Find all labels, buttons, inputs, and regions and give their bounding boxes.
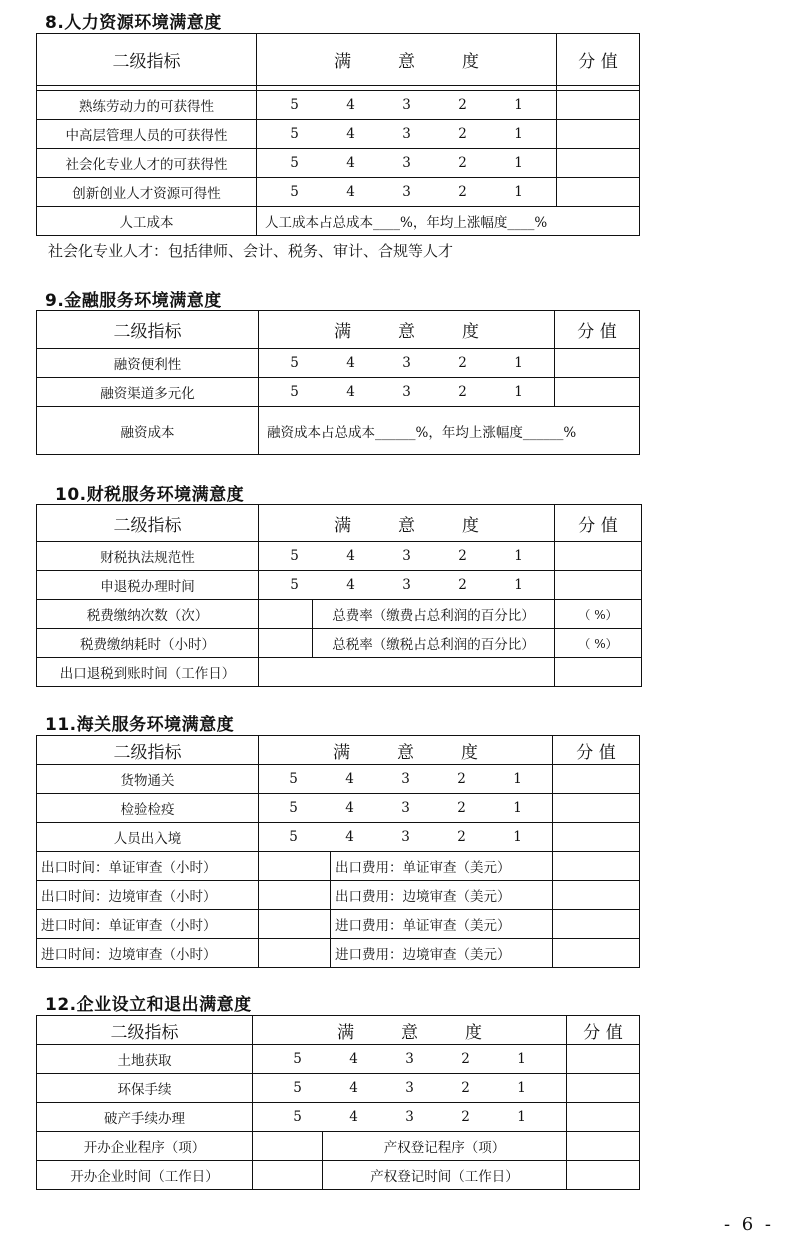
score-header: 分 值 <box>555 311 640 349</box>
rating-scale[interactable]: 5 4 3 2 1 <box>259 349 555 378</box>
score-header: 分 值 <box>555 505 642 542</box>
percent-input[interactable]: （ %） <box>555 629 642 658</box>
indicator-label: 破产手续办理 <box>37 1103 253 1132</box>
metric-label: 产权登记程序（项） <box>323 1132 567 1161</box>
score-cell[interactable] <box>557 149 640 178</box>
section-title: 10.财税服务环境满意度 <box>55 485 245 505</box>
metric-label: 进口时间：边境审查（小时） <box>37 939 259 968</box>
score-cell[interactable] <box>567 1045 640 1074</box>
indicator-label: 社会化专业人才的可获得性 <box>37 149 257 178</box>
cost-label: 融资成本 <box>37 407 259 455</box>
indicator-header: 二级指标 <box>37 505 259 542</box>
satisfaction-header: 满 意 度 <box>259 736 553 765</box>
indicator-header: 二级指标 <box>37 1016 253 1045</box>
metric-input[interactable] <box>553 881 640 910</box>
indicator-label: 熟练劳动力的可获得性 <box>37 91 257 120</box>
metric-input[interactable] <box>553 910 640 939</box>
indicator-label: 创新创业人才资源可得性 <box>37 178 257 207</box>
satisfaction-header: 满 意 度 <box>259 311 555 349</box>
indicator-label: 检验检疫 <box>37 794 259 823</box>
metric-label: 出口时间：单证审查（小时） <box>37 852 259 881</box>
metric-input[interactable] <box>259 852 331 881</box>
metric-label: 总费率（缴费占总利润的百分比） <box>313 600 555 629</box>
metric-label: 开办企业程序（项） <box>37 1132 253 1161</box>
metric-input[interactable] <box>259 629 313 658</box>
section-title: 12.企业设立和退出满意度 <box>45 995 252 1015</box>
page-number: - 6 - <box>723 1214 774 1235</box>
score-cell[interactable] <box>567 1103 640 1132</box>
metric-input[interactable] <box>259 881 331 910</box>
indicator-label: 财税执法规范性 <box>37 542 259 571</box>
metric-label: 总税率（缴税占总利润的百分比） <box>313 629 555 658</box>
indicator-label: 申退税办理时间 <box>37 571 259 600</box>
survey-table <box>36 735 640 968</box>
indicator-label: 土地获取 <box>37 1045 253 1074</box>
score-cell[interactable] <box>557 91 640 120</box>
rating-scale[interactable]: 5 4 3 2 1 <box>257 178 557 207</box>
rating-scale[interactable]: 5 4 3 2 1 <box>259 378 555 407</box>
section-title: 8.人力资源环境满意度 <box>45 13 222 33</box>
indicator-label: 中高层管理人员的可获得性 <box>37 120 257 149</box>
metric-label: 出口退税到账时间（工作日） <box>37 658 259 687</box>
score-header: 分 值 <box>553 736 640 765</box>
metric-input[interactable] <box>553 852 640 881</box>
indicator-label: 融资渠道多元化 <box>37 378 259 407</box>
footnote: 社会化专业人才：包括律师、会计、税务、审计、合规等人才 <box>48 242 454 260</box>
score-cell[interactable] <box>555 349 640 378</box>
indicator-label: 环保手续 <box>37 1074 253 1103</box>
indicator-header: 二级指标 <box>37 736 259 765</box>
survey-table <box>36 33 640 236</box>
metric-label: 税费缴纳耗时（小时） <box>37 629 259 658</box>
rating-scale[interactable]: 5 4 3 2 1 <box>253 1074 567 1103</box>
metric-label: 出口时间：边境审查（小时） <box>37 881 259 910</box>
metric-input[interactable] <box>259 910 331 939</box>
metric-input[interactable] <box>259 658 555 687</box>
metric-label: 产权登记时间（工作日） <box>323 1161 567 1190</box>
survey-table <box>36 1015 640 1190</box>
score-cell[interactable] <box>555 542 642 571</box>
cost-input[interactable]: 人工成本占总成本____%，年均上涨幅度____% <box>257 207 640 236</box>
indicator-label: 货物通关 <box>37 765 259 794</box>
satisfaction-header: 满 意 度 <box>253 1016 567 1045</box>
rating-scale[interactable]: 5 4 3 2 1 <box>259 542 555 571</box>
metric-label: 出口费用：单证审查（美元） <box>331 852 553 881</box>
rating-scale[interactable]: 5 4 3 2 1 <box>257 120 557 149</box>
rating-scale[interactable]: 5 4 3 2 1 <box>257 91 557 120</box>
survey-table <box>36 310 640 455</box>
indicator-header: 二级指标 <box>37 34 257 86</box>
survey-table <box>36 504 642 687</box>
score-header: 分 值 <box>557 34 640 86</box>
score-cell[interactable] <box>555 571 642 600</box>
score-cell[interactable] <box>553 823 640 852</box>
metric-input[interactable] <box>567 1132 640 1161</box>
metric-label: 开办企业时间（工作日） <box>37 1161 253 1190</box>
score-cell[interactable] <box>555 378 640 407</box>
section-title: 9.金融服务环境满意度 <box>45 291 222 311</box>
section-title: 11.海关服务环境满意度 <box>45 715 235 735</box>
indicator-label: 人员出入境 <box>37 823 259 852</box>
metric-label: 进口时间：单证审查（小时） <box>37 910 259 939</box>
percent-input[interactable]: （ %） <box>555 600 642 629</box>
satisfaction-header: 满 意 度 <box>259 505 555 542</box>
metric-input[interactable] <box>259 600 313 629</box>
score-cell[interactable] <box>553 765 640 794</box>
score-cell[interactable] <box>553 794 640 823</box>
rating-scale[interactable]: 5 4 3 2 1 <box>253 1103 567 1132</box>
indicator-header: 二级指标 <box>37 311 259 349</box>
cost-input[interactable]: 融资成本占总成本______%，年均上涨幅度______% <box>259 407 640 455</box>
rating-scale[interactable]: 5 4 3 2 1 <box>259 794 553 823</box>
rating-scale[interactable]: 5 4 3 2 1 <box>259 571 555 600</box>
metric-label: 进口费用：边境审查（美元） <box>331 939 553 968</box>
rating-scale[interactable]: 5 4 3 2 1 <box>259 823 553 852</box>
score-cell[interactable] <box>567 1074 640 1103</box>
cost-label: 人工成本 <box>37 207 257 236</box>
score-cell[interactable] <box>557 178 640 207</box>
metric-input[interactable] <box>553 939 640 968</box>
metric-input[interactable] <box>253 1132 323 1161</box>
indicator-label: 融资便利性 <box>37 349 259 378</box>
rating-scale[interactable]: 5 4 3 2 1 <box>253 1045 567 1074</box>
rating-scale[interactable]: 5 4 3 2 1 <box>257 149 557 178</box>
metric-input[interactable] <box>253 1161 323 1190</box>
metric-input[interactable] <box>259 939 331 968</box>
rating-scale[interactable]: 5 4 3 2 1 <box>259 765 553 794</box>
metric-input[interactable] <box>567 1161 640 1190</box>
metric-label: 税费缴纳次数（次） <box>37 600 259 629</box>
score-cell[interactable] <box>557 120 640 149</box>
metric-label: 进口费用：单证审查（美元） <box>331 910 553 939</box>
satisfaction-header: 满 意 度 <box>257 34 557 86</box>
metric-label: 出口费用：边境审查（美元） <box>331 881 553 910</box>
metric-input[interactable] <box>555 658 642 687</box>
score-header: 分 值 <box>567 1016 640 1045</box>
